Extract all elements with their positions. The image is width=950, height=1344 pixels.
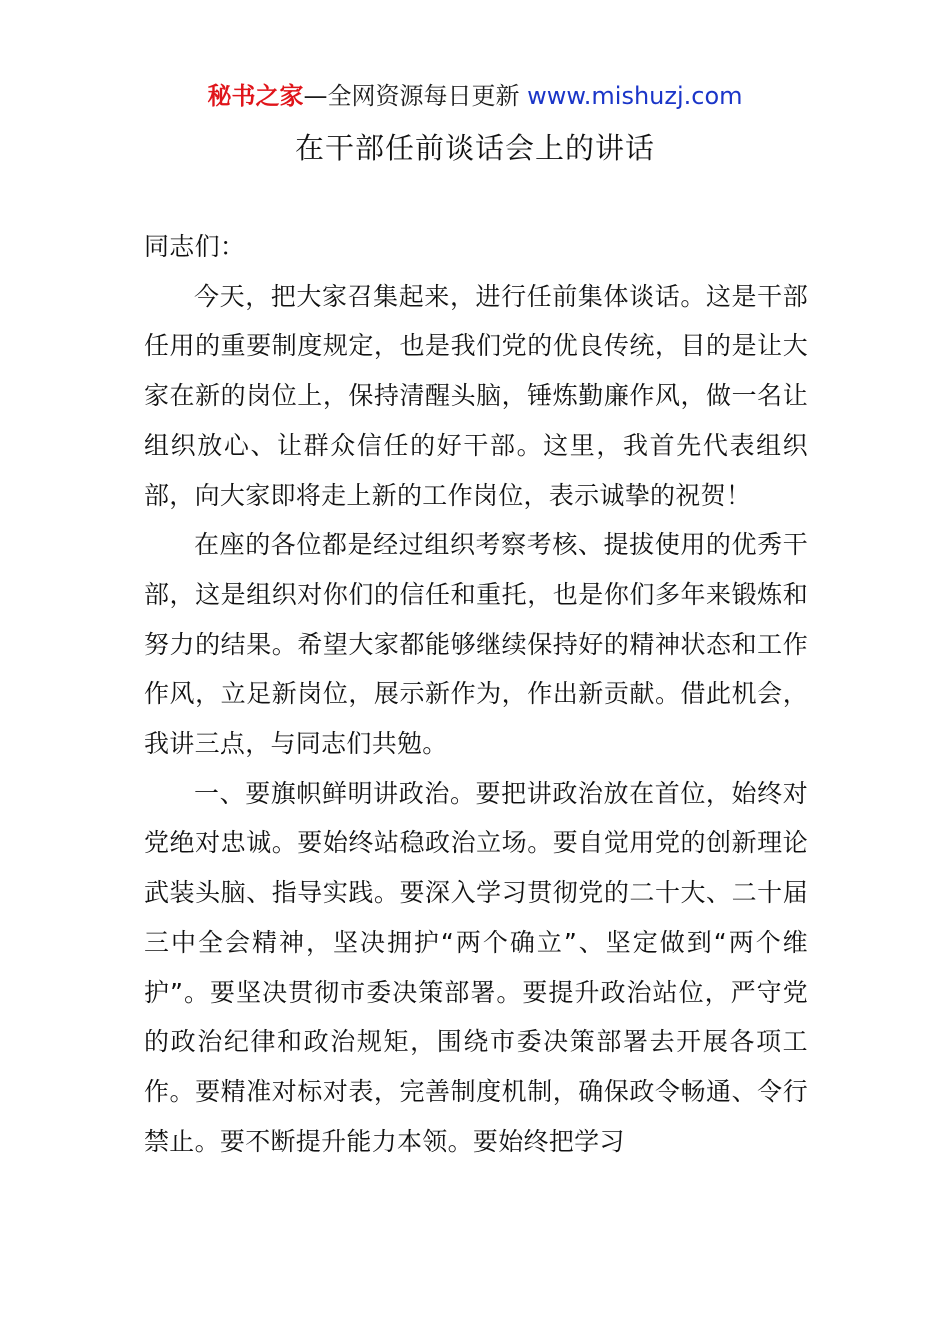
brand-name: 秘书之家 <box>207 82 304 110</box>
paragraph-1: 今天，把大家召集起来，进行任前集体谈话。这是干部任用的重要制度规定，也是我们党的优良传统，目的是让大家在新的岗位上，保持清醒头脑，锤炼勤廉作风，做一名让组织放心、让群众信任的好干部。这里，我首先代表组织部，向大家即将走上新的工作岗位，表示诚挚的祝贺！ <box>144 281 808 510</box>
header-slogan: —全网资源每日更新 <box>303 82 520 110</box>
site-header <box>0 80 950 112</box>
paragraph-2: 在座的各位都是经过组织考察考核、提拔使用的优秀干部，这是组织对你们的信任和重托，也是你们多年来锻炼和努力的结果。希望大家都能够继续保持好的精神状态和工作作风，立足新岗位，展示新作为，作出新贡献。借此机会，我讲三点，与同志们共勉。 <box>144 530 808 759</box>
document-title: 在干部任前谈话会上的讲话 <box>294 131 655 165</box>
document-body <box>144 222 808 1166</box>
site-url-link[interactable]: www.mishuzj.com <box>527 82 743 110</box>
paragraph-3: 一、要旗帜鲜明讲政治。要把讲政治放在首位，始终对党绝对忠诚。要始终站稳政治立场。要自觉用党的创新理论武装头脑、指导实践。要深入学习贯彻党的二十大、二十届三中全会精神，坚决拥护“两个确立”、坚定做到“两个维护”。要坚决贯彻市委决策部署。要提升政治站位，严守党的政治纪律和政治规矩，围绕市委决策部署去开展各项工作。要精准对标对表，完善制度机制，确保政令畅通、令行禁止。要不断提升能力本领。要始终把学习 <box>144 778 808 1156</box>
salutation: 同志们： <box>144 232 246 261</box>
